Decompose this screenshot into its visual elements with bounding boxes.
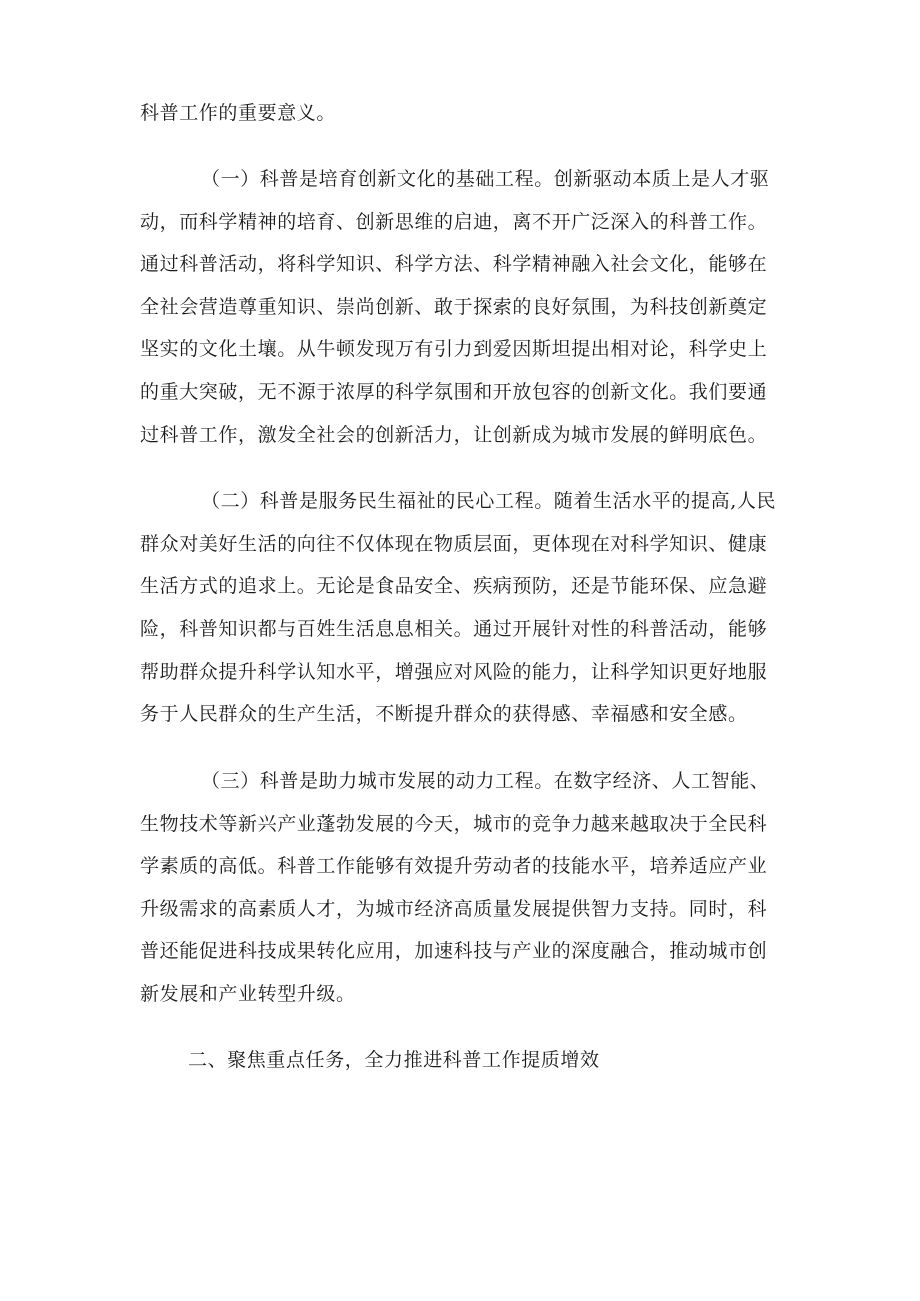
paragraph-line: 过科普工作，激发全社会的创新活力，让创新成为城市发展的鲜明底色。: [140, 424, 768, 446]
paragraph-line: 普还能促进科技成果转化应用，加速科技与产业的深度融合，推动城市创: [140, 940, 768, 962]
paragraph-line: 科普工作的重要意义。: [140, 102, 337, 124]
paragraph-line: 升级需求的高素质人才，为城市经济高质量发展提供智力支持。同时，科: [140, 898, 768, 920]
paragraph-line: 动，而科学精神的培育、创新思维的启迪，离不开广泛深入的科普工作。: [140, 211, 768, 233]
paragraph-line: 务于人民群众的生产生活，不断提升群众的获得感、幸福感和安全感。: [140, 703, 748, 725]
paragraph-line: 生物技术等新兴产业蓬勃发展的今天，城市的竞争力越来越取决于全民科: [140, 813, 768, 835]
paragraph-line: （三）科普是助力城市发展的动力工程。在数字经济、人工智能、: [201, 770, 770, 792]
paragraph-line: 帮助群众提升科学认知水平，增强应对风险的能力，让科学知识更好地服: [140, 661, 768, 683]
paragraph-line: 坚实的文化土壤。从牛顿发现万有引力到爱因斯坦提出相对论，科学史上: [140, 338, 768, 360]
paragraph-line: 通过科普活动，将科学知识、科学方法、科学精神融入社会文化，能够在: [140, 253, 768, 275]
paragraph-line: 的重大突破，无不源于浓厚的科学氛围和开放包容的创新文化。我们要通: [140, 381, 768, 403]
paragraph-line: 生活方式的追求上。无论是食品安全、疾病预防，还是节能环保、应急避: [140, 575, 768, 597]
paragraph-line: （二）科普是服务民生福祉的民心工程。随着生活水平的提高,人民: [201, 490, 777, 512]
paragraph-line: 学素质的高低。科普工作能够有效提升劳动者的技能水平，培养适应产业: [140, 855, 768, 877]
paragraph-line: 全社会营造尊重知识、崇尚创新、敢于探索的良好氛围，为科技创新奠定: [140, 296, 768, 318]
paragraph-line: 新发展和产业转型升级。: [140, 983, 356, 1005]
paragraph-line: （一）科普是培育创新文化的基础工程。创新驱动本质上是人才驱: [201, 168, 770, 190]
paragraph-line: 险，科普知识都与百姓生活息息相关。通过开展针对性的科普活动，能够: [140, 618, 768, 640]
section-heading: 二、聚焦重点任务，全力推进科普工作提质增效: [188, 1049, 600, 1071]
paragraph-line: 群众对美好生活的向往不仅体现在物质层面，更体现在对科学知识、健康: [140, 533, 768, 555]
